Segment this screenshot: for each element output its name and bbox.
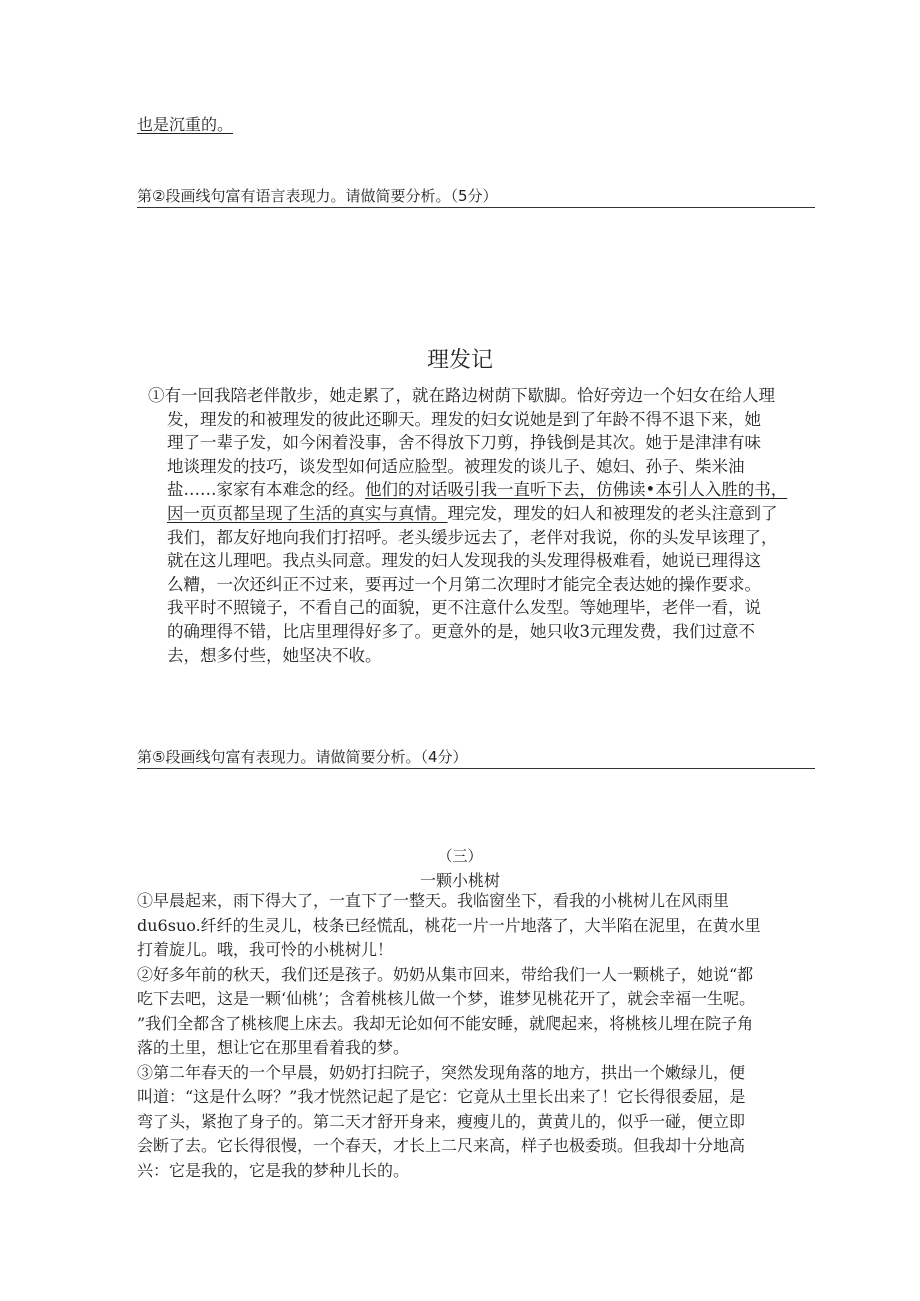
- text-line: ”我们全都含了桃核爬上床去。我却无论如何不能安睡，就爬起来，将桃核儿埋在院子角: [137, 1013, 754, 1033]
- article2-title: 一颗小桃树: [419, 871, 500, 890]
- text-line: 去，想多付些，她坚决不收。: [167, 645, 382, 665]
- underlined-sentence: 因一页页都呈现了生活的真实与真情。: [167, 503, 448, 523]
- text-line: 落的土里，想让它在那里看着我的梦。: [137, 1038, 410, 1057]
- text-span: 盐……家家有本难念的经。: [167, 480, 365, 500]
- text-line: ②好多年前的秋天，我们还是孩子。奶奶从集市回来，带给我们一人一颗桃子，她说“都: [137, 964, 754, 984]
- text-span: 理完发，理发的妇人和被理发的老头注意到了: [447, 503, 778, 523]
- text-line: 打着旋儿。哦，我可怜的小桃树儿！: [137, 940, 394, 959]
- article1-body: [148, 384, 807, 667]
- continued-line: 也是沉重的。: [137, 115, 234, 134]
- text-line: ①早晨起来，雨下得大了，一直下了一整天。我临窗坐下，看我的小桃树儿在风雨里: [137, 891, 730, 910]
- text-line: 的确理得不错，比店里理得好多了。更意外的是，她只收3元理发费，我们过意不: [167, 621, 755, 641]
- text-line: 我平时不照镜子，不看自己的面貌，更不注意什么发型。等她理毕，老伴一看，说: [167, 598, 761, 618]
- question-1: 第②段画线句富有语言表现力。请做简要分析。（5分）: [137, 187, 498, 205]
- answer-line-1: [137, 207, 815, 208]
- text-line: 会断了去。它长得很慢，一个春天，才长上二尺来高，样子也极委琐。但我却十分地高: [137, 1136, 746, 1155]
- underlined-sentence: 他们的对话吸引我一直听下去，仿佛读•本引人入胜的书，: [365, 480, 788, 500]
- text-line: 吃下去吧，这是一颗‘仙桃’；含着桃核儿做一个梦，谁梦见桃花开了，就会幸福一生呢。: [137, 989, 756, 1008]
- text-line: ③第二年春天的一个早晨，奶奶打扫院子，突然发现角落的地方，拱出一个嫩绿儿，便: [137, 1062, 746, 1082]
- text-line: ①有一回我陪老伴散步，她走累了，就在路边树荫下歇脚。恰好旁边一个妇女在给人理: [148, 386, 775, 405]
- text-line: 发，理发的和被理发的彼此还聊天。理发的妇女说她是到了年龄不得不退下来，她: [167, 409, 761, 429]
- question-2: 第⑤段画线句富有表现力。请做简要分析。（4分）: [137, 748, 468, 766]
- text-line: 我们，都友好地向我们打招呼。老头缓步远去了，老伴对我说，你的头发早该理了，: [167, 527, 778, 547]
- article1-title: 理发记: [426, 348, 493, 373]
- text-line: 么糟，一次还纠正不过来，要再过一个月第二次理时才能完全表达她的操作要求。: [167, 574, 761, 594]
- text-line: du6suo.纤纤的生灵儿，枝条已经慌乱，桃花一片一片地落了，大半陷在泥里，在黄水里: [137, 915, 761, 935]
- article2-body: [137, 889, 797, 1183]
- text-line: 弯了头，紧抱了身子的。第二天才舒开身来，瘦瘦儿的，黄黄儿的，似乎一碰，便立即: [137, 1111, 746, 1131]
- text-line: 就在这儿理吧。我点头同意。理发的妇人发现我的头发理得极难看，她说已理得这: [167, 551, 761, 571]
- text-line: 理了一辈子发，如今闲着没事，舍不得放下刀剪，挣钱倒是其次。她于是津津有味: [167, 433, 761, 453]
- text-line: [167, 478, 807, 502]
- answer-line-2: [137, 768, 815, 769]
- text-line: 兴：它是我的，它是我的梦种儿长的。: [137, 1160, 410, 1180]
- text-line: [167, 502, 807, 526]
- section-number: （三）: [437, 847, 483, 865]
- text-line: 地谈理发的技巧，谈发型如何适应脸型。被理发的谈儿子、媳妇、孙子、柴米油: [167, 456, 745, 476]
- text-line: 叫道：“这是什么呀？”我才恍然记起了是它：它竟从土里长出来了！它长得很委屈，是: [137, 1087, 746, 1106]
